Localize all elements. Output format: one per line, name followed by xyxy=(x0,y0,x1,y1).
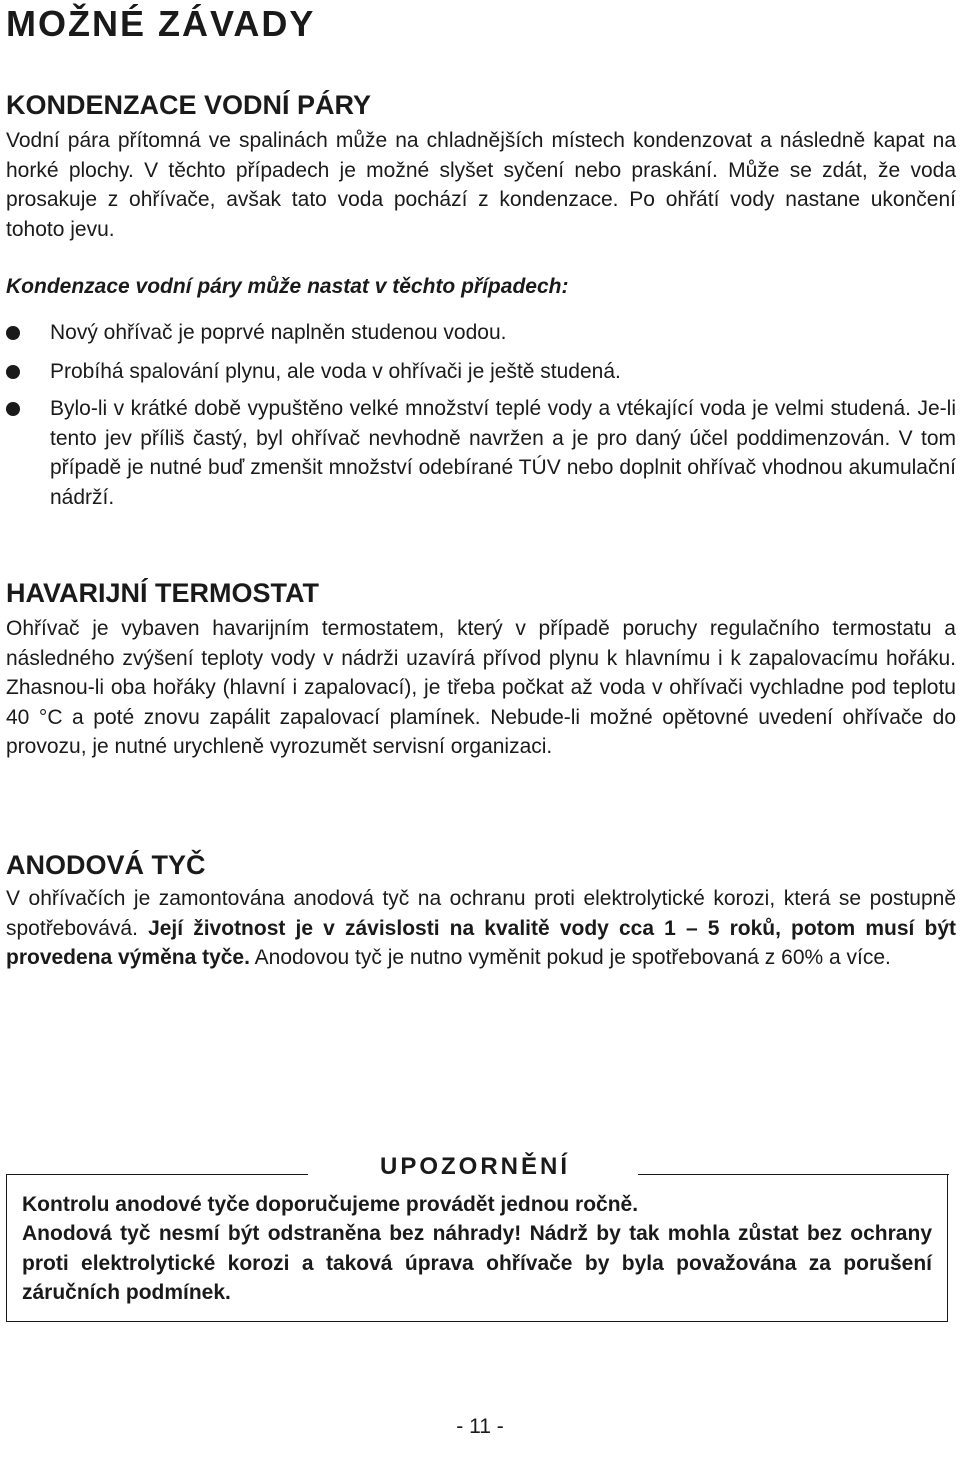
bullet-icon xyxy=(6,402,20,416)
condensation-heading: KONDENZACE VODNÍ PÁRY xyxy=(6,90,372,120)
anode-text-regular-end: Anodovou tyč je nutno vyměnit pokud je spotřebovaná z 60% a více. xyxy=(254,946,891,970)
list-item xyxy=(6,394,956,512)
notice-title: UPOZORNĚNÍ xyxy=(379,1153,570,1180)
list-item xyxy=(6,318,956,348)
condensation-subheading: Kondenzace vodní páry může nastat v těchto případech: xyxy=(6,275,569,298)
list-item-text: Bylo-li v krátké době vypuštěno velké množství teplé vody a vtékající voda je velmi studená. Je-li tento jev příliš častý, byl ohřívač nevhodně navržen a je pro daný účel poddimenzován. V tom případě je nutné buď zmenšit množství odebírané TÚV nebo doplnit ohřívač vhodnou akumulační nádrží. xyxy=(50,397,956,509)
anode-heading: ANODOVÁ TYČ xyxy=(6,850,206,880)
notice-line-1: Kontrolu anodové tyče doporučujeme provádět jednou ročně. xyxy=(22,1193,639,1216)
list-item-text: Probíhá spalování plynu, ale voda v ohřívači je ještě studená. xyxy=(50,360,621,383)
bullet-icon xyxy=(6,326,20,340)
anode-paragraph xyxy=(6,884,956,973)
bullet-icon xyxy=(6,365,20,379)
thermostat-heading: HAVARIJNÍ TERMOSTAT xyxy=(6,578,319,608)
page-title: MOŽNÉ ZÁVADY xyxy=(6,3,316,44)
anode-text-bold: Její životnost je v závislosti na kvalitě vody cca 1 – 5 roků, potom musí být provedena výměna tyče. xyxy=(6,916,956,970)
page-number: - 11 - xyxy=(456,1415,504,1438)
anode-text-regular: V ohřívačích je zamontována anodová tyč na ochranu proti elektrolytické korozi, která se postupně spotřebovává. xyxy=(6,887,956,940)
condensation-paragraph: Vodní pára přítomná ve spalinách může na chladnějších místech kondenzovat a následně kapat na horké plochy. V těchto případech je možné slyšet syčení nebo praskání. Může se zdát, že voda prosakuje z ohřívače, avšak tato voda pochází z kondenzace. Po ohřátí vody nastane ukončení tohoto jevu. xyxy=(6,129,956,241)
thermostat-paragraph: Ohřívač je vybaven havarijním termostatem, který v případě poruchy regulačního termostatu a následného zvýšení teploty vody v nádrži uzavírá přívod plynu k hlavnímu i k zapalovacímu hořáku. Zhasnou-li oba hořáky (hlavní i zapalovací), je třeba počkat až voda v ohřívači vychladne pod teplotu 40 °C a poté znovu zapálit zapalovací plamínek. Nebude-li možné opětovné uvedení ohřívače do provozu, je nutné urychleně vyrozumět servisní organizaci. xyxy=(6,617,956,759)
list-item-text: Nový ohřívač je poprvé naplněn studenou vodou. xyxy=(50,321,507,344)
notice-line-2: Anodová tyč nesmí být odstraněna bez náhrady! Nádrž by tak mohla zůstat bez ochrany proti elektrolytické korozi a taková úprava ohřívače by byla považována za porušení záručních podmínek. xyxy=(22,1222,932,1305)
list-item xyxy=(6,357,956,387)
